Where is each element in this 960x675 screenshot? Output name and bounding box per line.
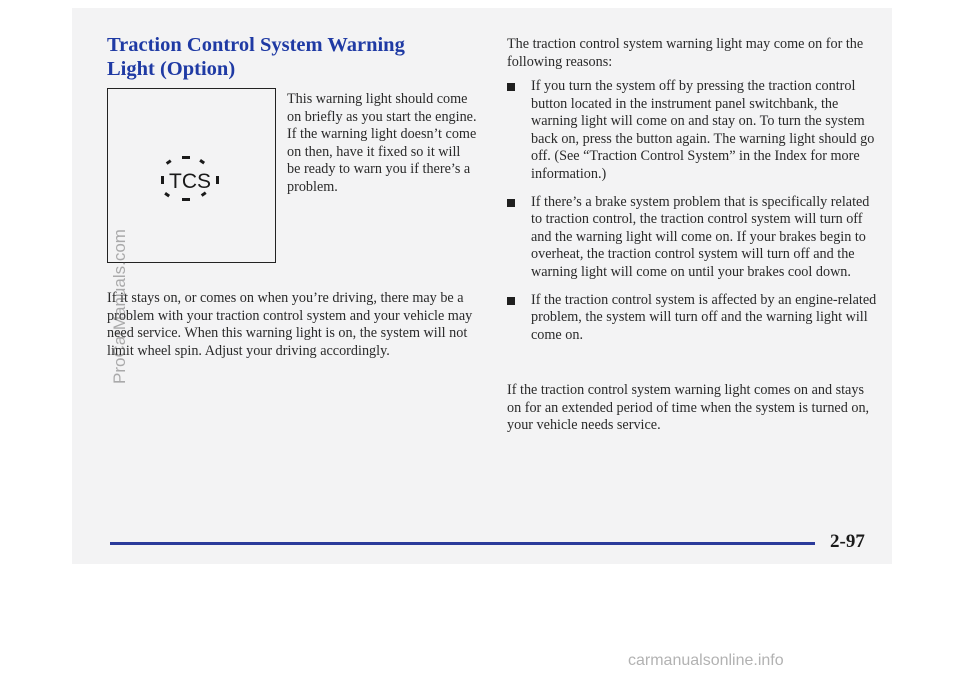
section-heading <box>107 33 437 81</box>
list-item: If there’s a brake system problem that is specifically related to traction control, the traction control system will turn off and the warning light will come on. If your brakes begin to overheat, the traction control system will turn off and the warning light will come on until your brakes cool down. <box>507 194 879 282</box>
warning-light-figure <box>107 88 276 263</box>
warning-paragraph: If it stays on, or comes on when you’re driving, there may be a problem with your traction control system and your vehicle may need service. When this warning light is on, the system will not limit wheel spin. Adjust your driving accordingly. <box>107 290 473 359</box>
page-number: 2-97 <box>830 531 865 552</box>
bullet-icon <box>507 83 515 91</box>
list-item: If you turn the system off by pressing the traction control button located in the instrument panel switchbank, the warning light will come on and stay on. To turn the system back on, press the button again. The warning light should go off. (See “Traction Control System” in the Index for more information.) <box>507 78 879 184</box>
tcs-label: TCS <box>169 170 211 193</box>
reasons-list <box>507 78 879 354</box>
bullet-icon <box>507 297 515 305</box>
heading-line-2: Light (Option) <box>107 58 236 80</box>
footer-watermark: carmanualsonline.info <box>628 652 784 669</box>
bullet-icon <box>507 199 515 207</box>
footer-rule <box>110 542 815 545</box>
reasons-intro: The traction control system warning light may come on for the following reasons: <box>507 36 864 70</box>
tcs-warning-light-icon <box>108 89 274 261</box>
closing-paragraph: If the traction control system warning light comes on and stays on for an extended period of time when the system is turned on, your vehicle needs service. <box>507 382 870 434</box>
list-item: If the traction control system is affected by an engine-related problem, the system will turn off and the warning light will come on. <box>507 292 879 345</box>
side-watermark: ProCarManuals.com <box>110 229 129 384</box>
intro-paragraph: This warning light should come on briefly as you start the engine. If the warning light doesn’t come on then, have it fixed so it will be ready to warn you if there’s a problem. <box>287 91 477 195</box>
heading-line-1: Traction Control System Warning <box>107 34 405 56</box>
